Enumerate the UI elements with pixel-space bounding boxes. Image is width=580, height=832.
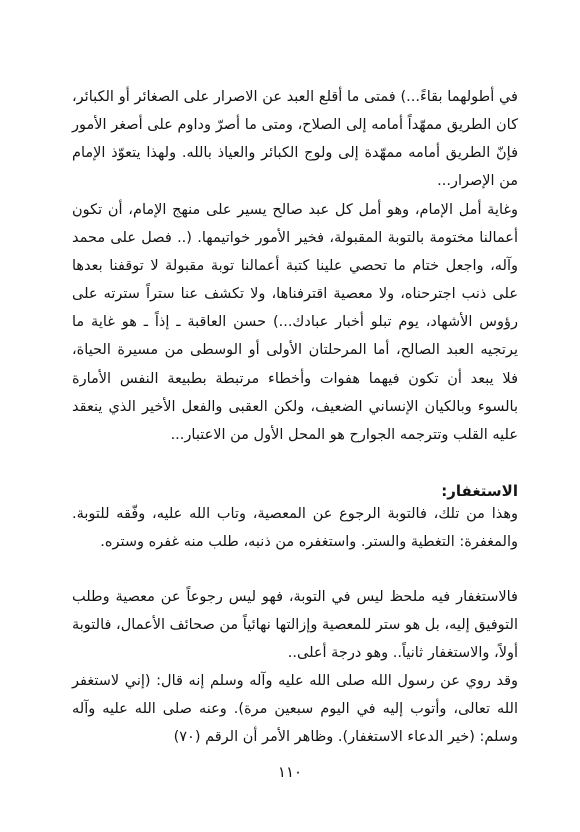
- paragraph-hadith: وقد روي عن رسول الله صلى الله عليه وآله وسلم إنه قال: (إني لاستغفر الله تعالى، وأتوب إليه في اليوم سبعين مرة). وعنه صلى الله عليه وآله وسلم: (خير الدعاء الاستغفار). وظاهر الأمر أن الرقم (٧٠): [72, 673, 518, 746]
- page-number: ١١٠: [277, 763, 303, 781]
- section-heading: الاستغفار:: [441, 482, 518, 500]
- paragraph-good-ending: وغاية أمل الإمام، وهو أمل كل عبد صالح يسير على منهج الإمام، أن تكون أعمالنا مختومة بالتوبة المقبولة، فخير الأمور خواتيمها. (.. فصل على محمد وآله، واجعل ختام ما تحصي علينا كتبة أعمالنا توبة مقبولة لا توقفنا بعدها على ذنب اجترحناه، ولا معصية اقترفناها، ولا تكشف عنا ستراً سترته على رؤوس الأشهاد، يوم تبلو أخبار عبادك...) حسن العاقبة ـ إذاً ـ هو غاية ما يرتجيه العبد الصالح، أما المرحلتان الأولى أو الوسطى من مسيرة الحياة، فلا يبعد أن تكون فيهما هفوات وأخطاء مرتبطة بطبيعة النفس الأمارة بالسوء وبالكيان الإنساني الضعيف، ولكن العقبى والفعل الأخير الذي ينعقد عليه القلب وتترجمه الجوارح هو المحل الأول من الاعتبار...: [72, 202, 518, 443]
- paragraph-istighfar-note: فالاستغفار فيه ملحظ ليس في التوبة، فهو ليس رجوعاً عن معصية وطلب التوفيق إليه، بل هو ستر للمعصية وإزالتها نهائياً من صحائف الأعمال، فالتوبة أولاً، والاستغفار ثانياً.. وهو درجة أعلى..: [72, 589, 518, 662]
- paragraph-ending-previous: في أطولهما بقاءً...) فمتى ما أقلع العبد عن الاصرار على الصغائر أو الكبائر، كان الطريق ممهّداً أمامه إلى الصلاح، ومتى ما أصرّ وداوم على أصغر الأمور فإنّ الطريق أمامه ممهّدة إلى ولوج الكبائر والعياذ بالله. ولهذا يتعوّذ الإمام من الإصرار...: [72, 89, 518, 190]
- paragraph-definition: وهذا من تلك، فالتوبة الرجوع عن المعصية، وتاب الله عليه، وفّقه للتوبة. والمغفرة: التغطية والستر. واستغفره من ذنبه، طلب منه غفره وستره.: [72, 506, 518, 551]
